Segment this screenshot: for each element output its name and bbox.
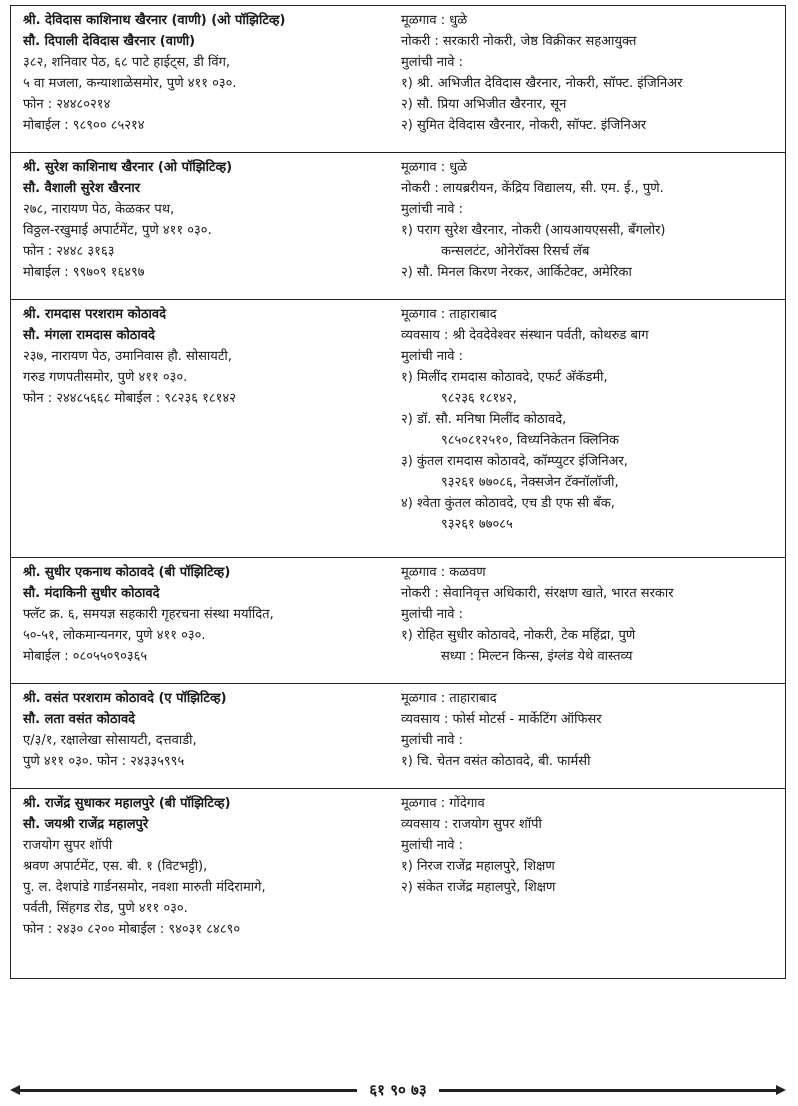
- contact-line: ५०-५१, लोकमान्यनगर, पुणे ४११ ०३०.: [23, 628, 206, 643]
- member-details-column: [391, 300, 785, 539]
- detail-line: २) संकेत राजेंद्र महालपुरे, शिक्षण: [401, 880, 556, 895]
- detail-line: १) मिलींद रामदास कोठावदे, एफर्ट अ‍ॅकॅडमी,: [401, 370, 608, 385]
- member-contact-column: [11, 684, 391, 776]
- contact-line: सौ. दिपाली देविदास खैरनार (वाणी): [23, 34, 196, 49]
- contact-line: श्री. राजेंद्र सुधाकर महालपुरे (बी पॉझिटिव्ह): [23, 796, 231, 811]
- directory-entry: [11, 789, 785, 978]
- contact-line: ३८२, शनिवार पेठ, ६८ पाटे हाईट्स, डी विंग,: [23, 55, 231, 70]
- detail-line: मुलांची नावे :: [401, 733, 464, 748]
- contact-line: सौ. जयश्री राजेंद्र महालपुरे: [23, 817, 149, 832]
- member-contact-column: [11, 789, 391, 944]
- detail-line: व्यवसाय : श्री देवदेवेश्वर संस्थान पर्वती, कोथरुड बाग: [401, 328, 649, 343]
- member-details-column: [391, 789, 785, 944]
- footer-rule-left: [19, 1089, 357, 1092]
- detail-line: व्यवसाय : फोर्स मोटर्स - मार्केटिंग ऑफिसर: [401, 712, 602, 727]
- detail-line: ९३२६१ ७७०८५: [441, 517, 513, 532]
- contact-line: पर्वती, सिंहगड रोड, पुणे ४११ ०३०.: [23, 901, 188, 916]
- member-details-column: [391, 153, 785, 287]
- contact-line: मोबाईल : ९९७०९ १६४९७: [23, 265, 145, 280]
- detail-line: ९८५०८१२५१०, विध्यनिकेतन क्लिनिक: [441, 433, 620, 448]
- contact-line: श्री. सुरेश काशिनाथ खैरनार (ओ पॉझिटिव्ह): [23, 160, 233, 175]
- detail-line: मूळगाव : धुळे: [401, 13, 468, 28]
- page-number: ६१ ९० ७३: [369, 1081, 427, 1099]
- detail-line: २) डॉ. सौ. मनिषा मिलींद कोठावदे,: [401, 412, 567, 427]
- detail-line: मूळगाव : गोंदेगाव: [401, 796, 485, 811]
- detail-line: मुलांची नावे :: [401, 838, 464, 853]
- member-directory: [10, 5, 786, 979]
- detail-line: ३) कुंतल रामदास कोठावदे, कॉम्प्युटर इंजिनिअर,: [401, 454, 628, 469]
- member-contact-column: [11, 558, 391, 671]
- member-details-column: [391, 6, 785, 140]
- contact-line: फोन : २४४८ ३१६३: [23, 244, 115, 259]
- footer-rule-right-cap: [776, 1085, 786, 1095]
- contact-line: पुणे ४११ ०३०. फोन : २४३३५९९५: [23, 754, 185, 769]
- footer-rule-right: [439, 1089, 777, 1092]
- member-contact-column: [11, 6, 391, 140]
- contact-line: राजयोग सुपर शॉपी: [23, 838, 113, 853]
- contact-line: फोन : २४४८५६६८ मोबाईल : ९८२३६ १८१४२: [23, 391, 236, 406]
- contact-line: फ्लॅट क्र. ६, समयज्ञ सहकारी गृहरचना संस्था मर्यादित,: [23, 607, 274, 622]
- detail-line: नोकरी : सेवानिवृत्त अधिकारी, संरक्षण खाते, भारत सरकार: [401, 586, 674, 601]
- member-details-column: [391, 684, 785, 776]
- contact-line: ए/३/१, रक्षालेखा सोसायटी, दत्तवाडी,: [23, 733, 197, 748]
- contact-line: श्री. सुधीर एकनाथ कोठावदे (बी पॉझिटिव्ह): [23, 565, 231, 580]
- detail-line: २) सौ. प्रिया अभिजीत खैरनार, सून: [401, 97, 567, 112]
- detail-line: २) सौ. मिनल किरण नेरकर, आर्किटेक्ट, अमेरिका: [401, 265, 632, 280]
- contact-line: श्री. वसंत परशराम कोठावदे (ए पॉझिटिव्ह): [23, 691, 227, 706]
- contact-line: मोबाईल : ०८०५५०९०३६५: [23, 649, 148, 664]
- member-details-column: [391, 558, 785, 671]
- member-contact-column: [11, 300, 391, 539]
- detail-line: ४) श्वेता कुंतल कोठावदे, एच डी एफ सी बँक,: [401, 496, 615, 511]
- detail-line: १) श्री. अभिजीत देविदास खैरनार, नोकरी, सॉफ्ट. इंजिनिअर: [401, 76, 683, 91]
- contact-line: श्रवण अपार्टमेंट, एस. बी. १ (विटभट्टी),: [23, 859, 208, 874]
- contact-line: २७८, नारायण पेठ, केळकर पथ,: [23, 202, 175, 217]
- contact-line: सौ. लता वसंत कोठावदे: [23, 712, 136, 727]
- page-footer: [10, 1080, 786, 1100]
- detail-line: मुलांची नावे :: [401, 607, 464, 622]
- contact-line: श्री. रामदास परशराम कोठावदे: [23, 307, 167, 322]
- contact-line: सौ. वैशाली सुरेश खैरनार: [23, 181, 141, 196]
- detail-line: मुलांची नावे :: [401, 55, 464, 70]
- detail-line: कन्सलटंट, ओनेरॉक्स रिसर्च लॅब: [441, 244, 590, 259]
- contact-line: सौ. मंगला रामदास कोठावदे: [23, 328, 155, 343]
- directory-entry: [11, 153, 785, 300]
- directory-entry: [11, 558, 785, 684]
- detail-line: मूळगाव : ताहाराबाद: [401, 307, 497, 322]
- detail-line: नोकरी : लायब्ररीयन, केंद्रिय विद्यालय, सी. एम. ई., पुणे.: [401, 181, 664, 196]
- detail-line: मूळगाव : कळवण: [401, 565, 486, 580]
- detail-line: १) चि. चेतन वसंत कोठावदे, बी. फार्मसी: [401, 754, 591, 769]
- directory-entry: [11, 300, 785, 558]
- detail-line: सध्या : मिल्टन किन्स, इंग्लंड येथे वास्तव्य: [441, 649, 633, 664]
- contact-line: फोन : २४३० ८२०० मोबाईल : ९४०३१ ८४८९०: [23, 922, 241, 937]
- member-contact-column: [11, 153, 391, 287]
- contact-line: फोन : २४४८०२१४: [23, 97, 111, 112]
- detail-line: नोकरी : सरकारी नोकरी, जेष्ठ विक्रीकर सहआयुक्त: [401, 34, 637, 49]
- contact-line: मोबाईल : ९८९०० ८५२१४: [23, 118, 145, 133]
- detail-line: १) पराग सुरेश खैरनार, नोकरी (आयआयएससी, बँगलोर): [401, 223, 666, 238]
- directory-entry: [11, 6, 785, 153]
- contact-line: विठ्ठल-रखुमाई अपार्टमेंट, पुणे ४११ ०३०.: [23, 223, 212, 238]
- detail-line: व्यवसाय : राजयोग सुपर शॉपी: [401, 817, 542, 832]
- detail-line: मूळगाव : ताहाराबाद: [401, 691, 497, 706]
- contact-line: गरुड गणपतीसमोर, पुणे ४११ ०३०.: [23, 370, 188, 385]
- detail-line: ९३२६१ ७७०८६, नेक्सजेन टॅक्नॉलॉजी,: [441, 475, 619, 490]
- contact-line: श्री. देविदास काशिनाथ खैरनार (वाणी) (ओ पॉझिटिव्ह): [23, 13, 286, 28]
- contact-line: २३७, नारायण पेठ, उमानिवास हौ. सोसायटी,: [23, 349, 232, 364]
- detail-line: मुलांची नावे :: [401, 349, 464, 364]
- contact-line: पु. ल. देशपांडे गार्डनसमोर, नवशा मारुती मंदिरामागे,: [23, 880, 266, 895]
- directory-entry: [11, 684, 785, 789]
- detail-line: १) रोहित सुधीर कोठावदे, नोकरी, टेक महिंद्रा, पुणे: [401, 628, 636, 643]
- detail-line: १) निरज राजेंद्र महालपुरे, शिक्षण: [401, 859, 555, 874]
- contact-line: सौ. मंदाकिनी सुधीर कोठावदे: [23, 586, 160, 601]
- detail-line: मूळगाव : धुळे: [401, 160, 468, 175]
- detail-line: २) सुमित देविदास खैरनार, नोकरी, सॉफ्ट. इंजिनिअर: [401, 118, 647, 133]
- contact-line: ५ वा मजला, कन्याशाळेसमोर, पुणे ४११ ०३०.: [23, 76, 237, 91]
- detail-line: मुलांची नावे :: [401, 202, 464, 217]
- detail-line: ९८२३६ १८१४२,: [441, 391, 517, 406]
